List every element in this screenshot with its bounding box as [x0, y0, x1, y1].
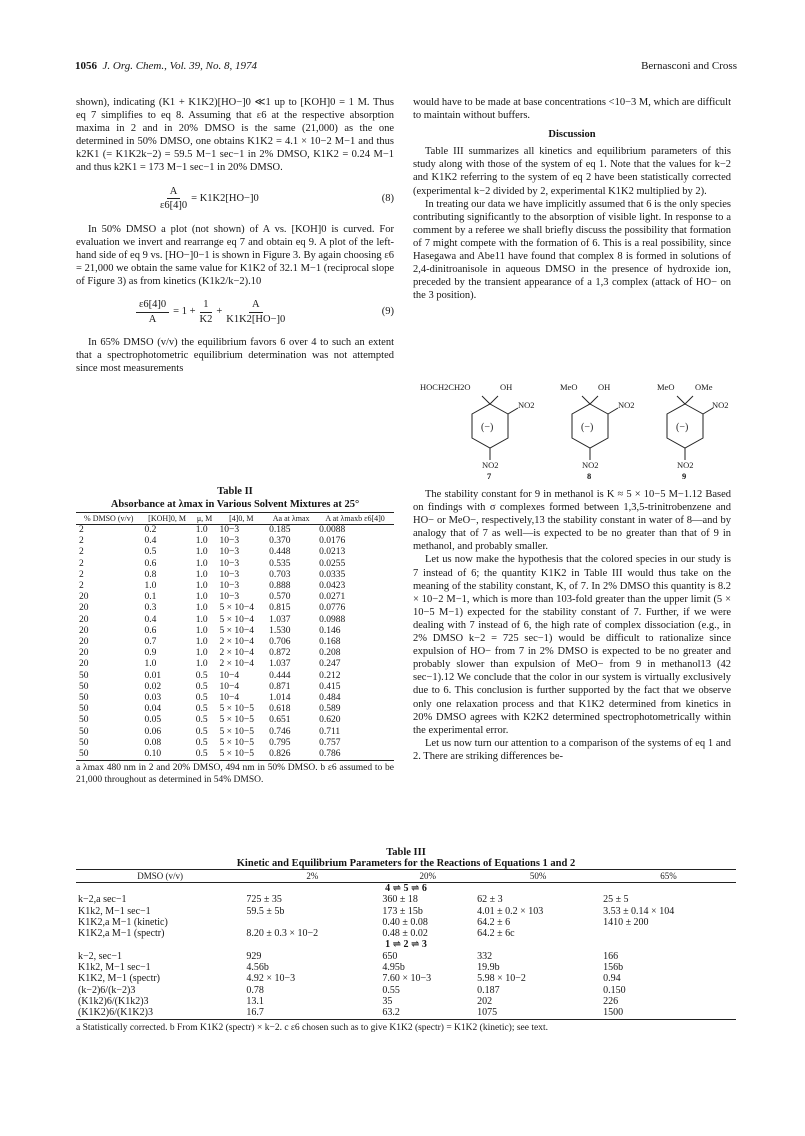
table-cell: 2 × 10−4 — [219, 648, 254, 659]
nitro-label: NO2 — [618, 400, 635, 410]
page-number-journal: 1056 J. Org. Chem., Vol. 39, No. 8, 1974 — [75, 60, 258, 72]
table-row — [76, 906, 736, 917]
table-row — [76, 693, 394, 704]
table-cell: 20 — [79, 614, 89, 625]
table-cell: 0.5 — [195, 715, 208, 726]
table-cell: 59.5 ± 5b — [246, 905, 285, 917]
table-cell: 1.0 — [144, 659, 157, 670]
table-cell: 1.0 — [195, 648, 208, 659]
table-cell: 20 — [79, 659, 89, 670]
table-cell: 156b — [603, 962, 624, 974]
table-cell: 0.146 — [319, 625, 341, 636]
paragraph: would have to be made at base concentrations <10−3 M, which are difficult to maintain without buffers. — [413, 97, 731, 122]
table-cell: 50 — [79, 726, 89, 737]
table-cell: K1K2,a M−1 (spectr) — [78, 928, 165, 940]
table-cell: 10−3 — [219, 592, 240, 603]
table-cell: 1.037 — [269, 659, 291, 670]
table-cell: 50 — [79, 749, 89, 760]
equation-8: $\frac{A}{\varepsilon 6[4]0}$ = K1K2[HO−]0 (8) — [160, 185, 394, 212]
table-cell: 1.0 — [195, 637, 208, 648]
table-cell: 1410 ± 200 — [603, 916, 649, 928]
table-cell: 0.0255 — [319, 558, 346, 569]
table-cell: 2 — [79, 569, 84, 580]
table-cell: 0.570 — [269, 592, 291, 603]
table-cell: 16.7 — [246, 1007, 264, 1019]
table-cell: 10−3 — [219, 581, 240, 592]
table-cell: 226 — [603, 995, 619, 1007]
column-header: 65% — [601, 870, 736, 883]
table-cell: 0.706 — [269, 637, 291, 648]
table-label: Table II — [217, 486, 253, 497]
table-cell: 10−3 — [219, 547, 240, 558]
table-cell: 50 — [79, 737, 89, 748]
table-cell: 2 — [79, 581, 84, 592]
column-header: μ, M — [193, 513, 217, 525]
table-cell: 1075 — [477, 1007, 498, 1019]
svg-text:(−): (−) — [581, 422, 594, 433]
table-cell: 0.5 — [195, 726, 208, 737]
table-cell: 0.4 — [144, 614, 157, 625]
svg-text:(−): (−) — [481, 422, 494, 433]
table-cell: 0.5 — [195, 737, 208, 748]
column-header: Aa at λmax — [266, 513, 316, 525]
table-cell: (K1k2)6/(K1k2)3 — [78, 995, 149, 1007]
table-cell: 1.0 — [195, 603, 208, 614]
table-cell: 50 — [79, 715, 89, 726]
table-cell: 0.0423 — [319, 581, 346, 592]
table-cell: 0.620 — [319, 715, 341, 726]
table-cell — [244, 917, 380, 928]
table-cell: 62 ± 3 — [477, 894, 503, 906]
table-cell: (K1K2)6/(K1K2)3 — [78, 1007, 153, 1019]
table-cell: 1.0 — [195, 614, 208, 625]
table-cell: 0.247 — [319, 659, 341, 670]
table-cell: 0.5 — [195, 670, 208, 681]
data-table — [76, 869, 736, 1020]
compound-number: 9 — [682, 471, 687, 481]
table-cell: 0.1 — [144, 592, 157, 603]
table-cell: 0.5 — [195, 749, 208, 760]
table-row — [76, 559, 394, 570]
table-cell: 13.1 — [246, 995, 264, 1007]
table-cell: (k−2)6/(k−2)3 — [78, 984, 136, 996]
table-cell: 0.78 — [246, 984, 264, 996]
table-cell: 0.786 — [319, 749, 341, 760]
table-row — [76, 973, 736, 984]
table-cell: 0.0988 — [319, 614, 346, 625]
table-row — [76, 603, 394, 614]
column-header: [4]0, M — [216, 513, 266, 525]
table-cell: 0.0176 — [319, 536, 346, 547]
substituent-label: MeO — [560, 382, 578, 392]
column-header: 50% — [475, 870, 601, 883]
table-cell: 0.3 — [144, 603, 157, 614]
table-row — [76, 996, 736, 1007]
table-cell: 1.0 — [195, 581, 208, 592]
table-cell: 0.04 — [144, 704, 162, 715]
table-cell: 4.95b — [382, 962, 405, 974]
table-cell: 50 — [79, 693, 89, 704]
table-cell: 0.40 ± 0.08 — [382, 916, 428, 928]
table-cell: 2 × 10−4 — [219, 637, 254, 648]
table-row — [76, 525, 394, 537]
table-cell: 0.212 — [319, 670, 341, 681]
table-cell: 4.56b — [246, 962, 269, 974]
table-cell: 0.5 — [195, 681, 208, 692]
table-row — [76, 682, 394, 693]
table-cell: 0.0213 — [319, 547, 346, 558]
table-cell: 0.185 — [269, 525, 291, 535]
table-cell: 8.20 ± 0.3 × 10−2 — [246, 928, 319, 940]
table-cell: 0.795 — [269, 737, 291, 748]
paragraph: In treating our data we have implicitly assumed that 6 is the only species contributing significantly to the absorption of visible light. In response to a comment by a referee we shall briefly discuss the possibility that formation of 7 might compete with the formation of 6. This is a real possibility, since Hasegawa and Abe11 have found that complex 8 is formed in solutions of 2,4-dinitroanisole in aqueous DMSO in the presence of hydroxide ion, preceded by the transient appearance of a 1,3 complex (attack of HO− on the 3 position). — [413, 198, 731, 302]
table-cell: 20 — [79, 637, 89, 648]
substituent-label: MeO — [657, 382, 675, 392]
scheme-row — [76, 939, 736, 950]
table-cell: 0.94 — [603, 973, 621, 985]
table-footnote: a Statistically corrected. b From K1K2 (spectr) × k−2. c ε6 chosen such as to give K1K2 (spectr) = K1K2 (kinetic); see text. — [76, 1022, 548, 1033]
table-cell: K1K2,a M−1 (kinetic) — [78, 916, 168, 928]
table-cell: 2 × 10−4 — [219, 659, 254, 670]
nitro-label: NO2 — [582, 460, 599, 470]
table-cell: 0.6 — [144, 558, 157, 569]
table-cell: 0.8 — [144, 569, 157, 580]
table-cell: 0.187 — [477, 984, 500, 996]
table-cell: 50 — [79, 681, 89, 692]
table-row — [76, 592, 394, 603]
table-cell: 0.651 — [269, 715, 291, 726]
chemical-structures — [420, 382, 730, 482]
scheme-row — [76, 883, 736, 895]
paragraph: In 50% DMSO a plot (not shown) of A vs. [KOH]0 is curved. For evaluation we invert and rearrange eq 7 and obtain eq 9. A plot of the left-hand side of eq 9 vs. [HO−]0−1 is shown in Figure 3. By again choosing ε6 = 21,000 we obtain the same value for K1K2 of 32.1 M−1 (reciprocal slope of Figure 3) as from kinetics (K1k2/k−2).10 — [76, 223, 394, 287]
table-cell: 50 — [79, 670, 89, 681]
table-3 — [76, 847, 736, 1033]
table-cell: 0.757 — [319, 737, 341, 748]
right-column — [413, 96, 731, 302]
table-cell: 0.2 — [144, 525, 157, 535]
table-2 — [76, 486, 394, 786]
compound-number: 7 — [487, 471, 492, 481]
table-cell: 0.871 — [269, 681, 291, 692]
table-cell: 1500 — [603, 1007, 624, 1019]
table-cell: 7.60 × 10−3 — [382, 973, 432, 985]
section-heading: Discussion — [548, 129, 596, 141]
table-row — [76, 1007, 736, 1019]
table-title: Absorbance at λmax in Various Solvent Mixtures at 25° — [110, 499, 360, 510]
table-cell: 10−4 — [219, 693, 240, 704]
table-cell: 19.9b — [477, 962, 500, 974]
table-cell: 5 × 10−5 — [219, 704, 254, 715]
table-cell: 4.92 × 10−3 — [246, 973, 296, 985]
table-row — [76, 704, 394, 715]
table-cell: 1.0 — [195, 625, 208, 636]
table-cell: 0.815 — [269, 603, 291, 614]
table-cell: 2 — [79, 558, 84, 569]
table-cell: 1.0 — [195, 659, 208, 670]
data-table — [76, 512, 394, 761]
table-row — [76, 727, 394, 738]
column-header: 2% — [244, 870, 380, 883]
paragraph: In 65% DMSO (v/v) the equilibrium favors 6 over 4 to such an extent that a spectrophotometric equilibrium determination was not attempted since most measurements — [76, 337, 394, 375]
table-cell: 0.826 — [269, 749, 291, 760]
table-cell: 1.0 — [195, 536, 208, 547]
table-cell: 0.0271 — [319, 592, 346, 603]
column-header: DMSO (v/v) — [76, 870, 244, 883]
table-cell: 1.0 — [195, 558, 208, 569]
table-row — [76, 738, 394, 749]
table-cell: 1.530 — [269, 625, 291, 636]
table-cell: 1.037 — [269, 614, 291, 625]
table-cell: 0.0776 — [319, 603, 346, 614]
table-cell: 173 ± 15b — [382, 905, 423, 917]
table-cell: 0.03 — [144, 693, 162, 704]
paragraph: Let us now turn our attention to a comparison of the systems of eq 1 and 2. There are striking differences be- — [413, 737, 731, 762]
table-cell: 0.55 — [382, 984, 400, 996]
table-cell: 63.2 — [382, 1007, 400, 1019]
table-cell: 0.888 — [269, 581, 291, 592]
table-row — [76, 951, 736, 962]
table-cell: 0.5 — [195, 693, 208, 704]
table-cell: 0.535 — [269, 558, 291, 569]
table-cell: 0.444 — [269, 670, 291, 681]
table-cell — [601, 928, 736, 939]
table-cell: 20 — [79, 592, 89, 603]
table-cell: 5 × 10−4 — [219, 625, 254, 636]
table-cell: 25 ± 5 — [603, 894, 629, 906]
paragraph: The stability constant for 9 in methanol is K ≈ 5 × 10−5 M−1.12 Based on findings with σ complexes formed between 1,3,5-trinitrobenzene and HO− or MeO−, respectively,13 the stability constant in water of 8—and by analogy that of 7 as well—is expected to be no greater than that of 9 in methanol, and probably smaller. — [413, 489, 731, 553]
table-title: Kinetic and Equilibrium Parameters for the Reactions of Equations 1 and 2 — [236, 858, 576, 869]
table-cell: 2 — [79, 525, 84, 535]
table-cell: 1.0 — [195, 547, 208, 558]
authors: Bernasconi and Cross — [641, 60, 737, 72]
substituent-label: HOCH2CH2O — [420, 382, 471, 392]
running-header — [75, 60, 737, 76]
table-cell: 0.9 — [144, 648, 157, 659]
table-cell: 10−4 — [219, 670, 240, 681]
table-cell: 0.589 — [319, 704, 341, 715]
table-cell: K1K2, M−1 (spectr) — [78, 973, 161, 985]
table-cell: 20 — [79, 625, 89, 636]
table-row — [76, 626, 394, 637]
substituent-label: OH — [500, 382, 513, 392]
table-row — [76, 671, 394, 682]
equation-9: $\frac{\varepsilon 6[4]0}{A}$ = 1 + $\frac{1}{K2}$ + $\frac{A}{K1K2[HO-]0}$ (9) — [76, 292, 394, 332]
scheme-label: 4 ⇌ 5 ⇌ 6 — [385, 883, 427, 894]
table-cell: k−2, sec−1 — [78, 950, 123, 962]
table-cell: 35 — [382, 995, 393, 1007]
table-cell: 3.53 ± 0.14 × 104 — [603, 905, 675, 917]
table-cell: 332 — [477, 950, 493, 962]
table-cell: 10−4 — [219, 681, 240, 692]
table-cell: 166 — [603, 950, 619, 962]
nitro-label: NO2 — [482, 460, 499, 470]
table-cell: 0.872 — [269, 648, 291, 659]
table-cell: 1.0 — [144, 581, 157, 592]
table-row — [76, 917, 736, 928]
table-cell: K1k2, M−1 sec−1 — [78, 962, 151, 974]
table-cell: 650 — [382, 950, 398, 962]
table-row — [76, 637, 394, 648]
table-cell: 0.08 — [144, 737, 162, 748]
column-header: 20% — [380, 870, 475, 883]
table-cell: 5 × 10−5 — [219, 737, 254, 748]
table-cell: 1.0 — [195, 569, 208, 580]
column-header: A at λmaxb ε6[4]0 — [316, 513, 394, 525]
table-cell: 5 × 10−4 — [219, 614, 254, 625]
nitro-label: NO2 — [518, 400, 535, 410]
table-row — [76, 749, 394, 761]
table-cell: 2 — [79, 536, 84, 547]
table-cell: K1k2, M−1 sec−1 — [78, 905, 151, 917]
table-cell: 360 ± 18 — [382, 894, 418, 906]
table-cell: 0.5 — [144, 547, 157, 558]
table-cell: 0.484 — [319, 693, 341, 704]
paragraph: Table III summarizes all kinetics and equilibrium parameters of this study along with those of the system of eq 1. Note that the values for k−2 and K1K2 referring to the system of eq 2 have been statistically corrected (experimental k−2 divided by 2, experimental K1K2 multiplied by 2). — [413, 146, 731, 197]
table-row — [76, 928, 736, 939]
scheme-label: 1 ⇌ 2 ⇌ 3 — [385, 939, 427, 951]
table-cell: 929 — [246, 950, 262, 962]
table-cell: 0.06 — [144, 726, 162, 737]
table-cell: 2 — [79, 547, 84, 558]
table-row — [76, 659, 394, 670]
table-cell: 1.014 — [269, 693, 291, 704]
table-cell: 5.98 × 10−2 — [477, 973, 526, 985]
table-cell: 50 — [79, 704, 89, 715]
table-cell: 0.703 — [269, 569, 291, 580]
table-cell: 20 — [79, 648, 89, 659]
table-label: Table III — [386, 847, 426, 858]
table-row — [76, 615, 394, 626]
table-cell: 4.01 ± 0.2 × 103 — [477, 905, 544, 917]
table-cell: 1.0 — [195, 525, 208, 535]
table-cell: k−2,a sec−1 — [78, 894, 127, 906]
table-row — [76, 985, 736, 996]
table-cell: 0.208 — [319, 648, 341, 659]
table-cell: 0.618 — [269, 704, 291, 715]
table-cell: 5 × 10−5 — [219, 726, 254, 737]
table-cell: 10−3 — [219, 569, 240, 580]
substituent-label: OMe — [695, 382, 713, 392]
table-cell: 0.01 — [144, 670, 162, 681]
table-row — [76, 581, 394, 592]
table-row — [76, 962, 736, 973]
table-cell: 0.150 — [603, 984, 626, 996]
paragraph: Let us now make the hypothesis that the colored species in our study is 7 instead of 6; the quantity K1K2 in Table III would thus take on the meaning of the stability constant, K, of 7. In 2% DMSO this quantity is 8.2 × 10−2 M−1, which is more than 103-fold greater than the upper limit (5 × 10−5 M−1) expected for the stability constant of 7. Further, if we were dealing with 7 instead of 6, the high rate of complex dissociation (e.g., in 2% DMSO k−2 = 725 sec−1) would be difficult to rationalize since expulsion of HO− from 7 in 2% DMSO is expected to be no greater and probably slower than expulsion of MeO− from 9 in methanol13 (42 sec−1).12 We conclude that the color in our system is virtually exclusively due to 6. This conclusion is further supported by the fact that we observe only one relaxation process and that K1K2 determined from kinetics in 20% DMSO agrees with K2K2 determined spectrophotometrically within the experimental error. — [413, 554, 731, 736]
table-row — [76, 547, 394, 558]
table-cell: 64.2 ± 6c — [477, 928, 515, 940]
table-footnote: a λmax 480 nm in 2 and 20% DMSO, 494 nm in 50% DMSO. b ε6 assumed to be 21,000 throughout as determined in 54% DMSO. — [76, 763, 394, 785]
table-cell: 0.05 — [144, 715, 162, 726]
table-cell: 20 — [79, 603, 89, 614]
substituent-label: OH — [598, 382, 611, 392]
table-cell: 0.02 — [144, 681, 162, 692]
table-cell: 0.10 — [144, 749, 162, 760]
table-cell: 0.6 — [144, 625, 157, 636]
table-cell: 725 ± 35 — [246, 894, 282, 906]
table-cell: 10−3 — [219, 525, 240, 535]
table-cell: 0.448 — [269, 547, 291, 558]
table-cell: 0.7 — [144, 637, 157, 648]
compound-number: 8 — [587, 471, 592, 481]
left-column — [76, 96, 394, 375]
table-cell: 0.0088 — [319, 525, 346, 535]
table-cell: 0.746 — [269, 726, 291, 737]
table-row — [76, 570, 394, 581]
right-column-continued — [413, 488, 731, 763]
column-header: [KOH]0, M — [141, 513, 192, 525]
table-cell: 64.2 ± 6 — [477, 916, 511, 928]
table-row — [76, 894, 736, 905]
table-cell: 5 × 10−5 — [219, 749, 254, 760]
table-cell: 5 × 10−5 — [219, 715, 254, 726]
table-cell: 0.5 — [195, 704, 208, 715]
table-cell: 0.711 — [319, 726, 341, 737]
svg-text:(−): (−) — [676, 422, 689, 433]
nitro-label: NO2 — [712, 400, 729, 410]
table-cell: 0.48 ± 0.02 — [382, 928, 428, 940]
paragraph: shown), indicating (K1 + K1K2)[HO−]0 ≪1 up to [KOH]0 = 1 M. Thus eq 7 simplifies to eq 8. Assuming that ε6 at the respective absorption maxima in 2 and in 20% DMSO is the same (21,000) as the one determined in 50% DMSO, one obtains K1K2 = 4.1 × 10−2 M−1 and thus k2K1 (= K1K2k−2) = 59.5 M−1 sec−1 in 2% DMSO, K1K2 = 0.24 M−1 and thus k2K1 = 173 M−1 sec−1 in 20% DMSO. — [76, 97, 394, 174]
table-cell: 0.370 — [269, 536, 291, 547]
table-cell: 10−3 — [219, 536, 240, 547]
nitro-label: NO2 — [677, 460, 694, 470]
table-cell: 0.4 — [144, 536, 157, 547]
table-row — [76, 648, 394, 659]
table-cell: 0.0335 — [319, 569, 346, 580]
table-row — [76, 536, 394, 547]
table-row — [76, 715, 394, 726]
table-cell: 0.415 — [319, 681, 341, 692]
column-header: % DMSO (v/v) — [76, 513, 141, 525]
table-cell: 0.168 — [319, 637, 341, 648]
table-cell: 202 — [477, 995, 493, 1007]
table-cell: 1.0 — [195, 592, 208, 603]
table-cell: 10−3 — [219, 558, 240, 569]
table-cell: 5 × 10−4 — [219, 603, 254, 614]
